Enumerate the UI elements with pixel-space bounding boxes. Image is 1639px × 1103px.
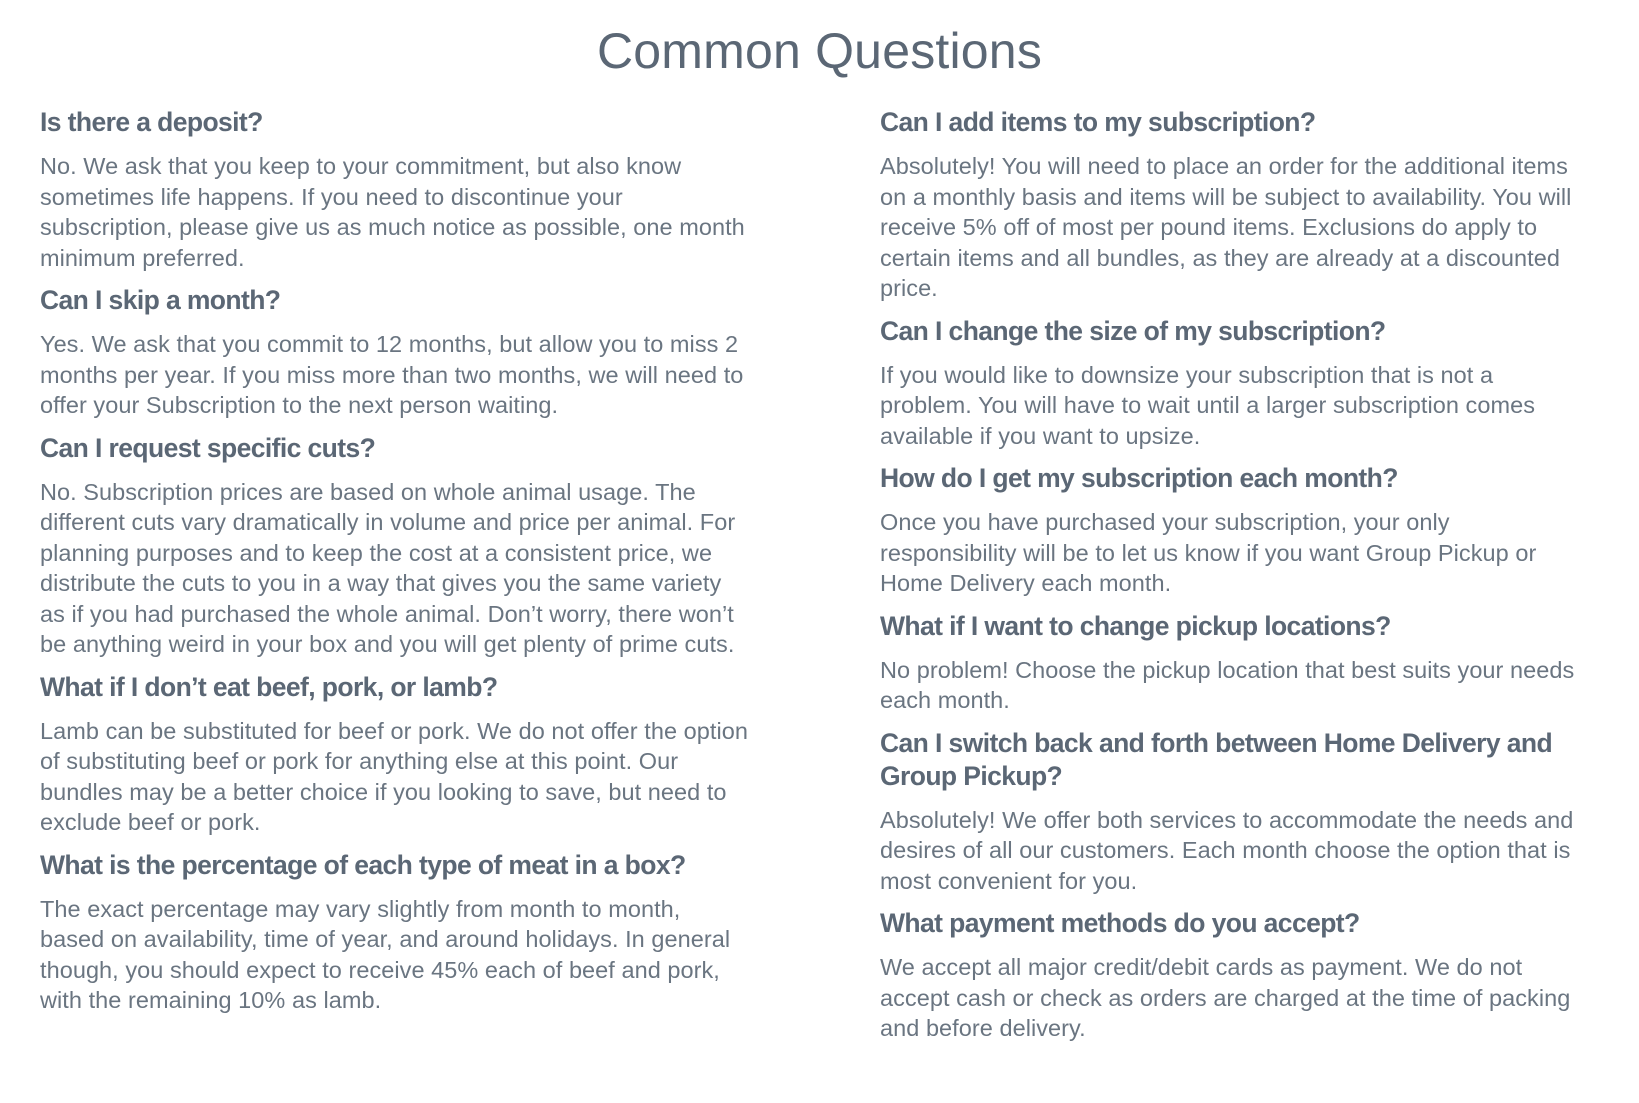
- faq-column-right: [880, 106, 1585, 1055]
- faq-question: Can I switch back and forth between Home Delivery and Group Pickup?: [880, 727, 1553, 791]
- faq-question: What if I want to change pickup locations?: [880, 610, 1391, 641]
- faq-answer: Lamb can be substituted for beef or pork. We do not offer the option of substituting beef or pork for anything else at this point. Our bundles may be a better choice if you looking to save, but need to exclude beef or pork.: [40, 717, 748, 835]
- faq-item-specific-cuts: [40, 432, 750, 660]
- faq-item-skip-month: [40, 284, 750, 421]
- faq-answer: Absolutely! You will need to place an order for the additional items on a monthly basis and items will be subject to availability. You will receive 5% off of most per pound items. Exclusions do apply to certain items and all bundles, as they are already at a discounted price.: [880, 153, 1572, 301]
- faq-item-payment-methods: [880, 907, 1585, 1044]
- faq-question: Can I request specific cuts?: [40, 432, 376, 463]
- faq-answer: The exact percentage may vary slightly from month to month, based on availability, time of year, and around holidays. In general though, you should expect to receive 45% each of beef and pork, with the remaining 10% as lamb.: [40, 895, 731, 1013]
- faq-answer: Yes. We ask that you commit to 12 months, but allow you to miss 2 months per year. If you miss more than two months, we will need to offer your Subscription to the next person waiting.: [40, 331, 744, 418]
- faq-item-switch-delivery: [880, 727, 1585, 897]
- faq-answer: If you would like to downsize your subscription that is not a problem. You will have to wait until a larger subscription comes available if you want to upsize.: [880, 361, 1536, 449]
- faq-columns: [40, 106, 1599, 1055]
- faq-item-meat-percentage: [40, 849, 750, 1016]
- faq-question: What if I don’t eat beef, pork, or lamb?: [40, 671, 498, 702]
- faq-answer: No. Subscription prices are based on whole animal usage. The different cuts vary dramatically in volume and price per animal. For planning purposes and to keep the cost at a consistent price, we distribute the cuts to you in a way that gives you the same variety as if you had purchased the whole animal. Don’t worry, there won’t be anything weird in your box and you will get plenty of prime cuts.: [40, 478, 736, 657]
- page-title: Common Questions: [596, 23, 1043, 79]
- faq-column-left: [40, 106, 750, 1055]
- faq-answer: No. We ask that you keep to your commitment, but also know sometimes life happens. If you need to discontinue your subscription, please give us as much notice as possible, one month minimum preferred.: [40, 153, 745, 271]
- faq-question: Can I change the size of my subscription?: [880, 315, 1386, 346]
- faq-item-change-size: [880, 315, 1585, 452]
- faq-question: Can I skip a month?: [40, 285, 281, 315]
- faq-item-deposit: [40, 106, 750, 273]
- faq-question: How do I get my subscription each month?: [880, 463, 1398, 493]
- faq-item-add-items: [880, 106, 1585, 304]
- faq-question: Is there a deposit?: [40, 107, 263, 137]
- faq-item-get-subscription: [880, 462, 1585, 599]
- faq-answer: We accept all major credit/debit cards as payment. We do not accept cash or check as orders are charged at the time of packing and before delivery.: [880, 954, 1571, 1041]
- faq-question: What payment methods do you accept?: [880, 908, 1360, 938]
- faq-question: Can I add items to my subscription?: [880, 107, 1316, 137]
- faq-question: What is the percentage of each type of meat in a box?: [40, 849, 686, 880]
- faq-answer: No problem! Choose the pickup location that best suits your needs each month.: [880, 656, 1575, 713]
- faq-answer: Once you have purchased your subscription, your only responsibility will be to let us know if you want Group Pickup or Home Delivery each month.: [880, 509, 1537, 596]
- faq-answer: Absolutely! We offer both services to accommodate the needs and desires of all our customers. Each month choose the option that is most convenient for you.: [880, 806, 1574, 894]
- faq-item-pickup-locations: [880, 610, 1585, 716]
- faq-item-meat-preferences: [40, 671, 750, 838]
